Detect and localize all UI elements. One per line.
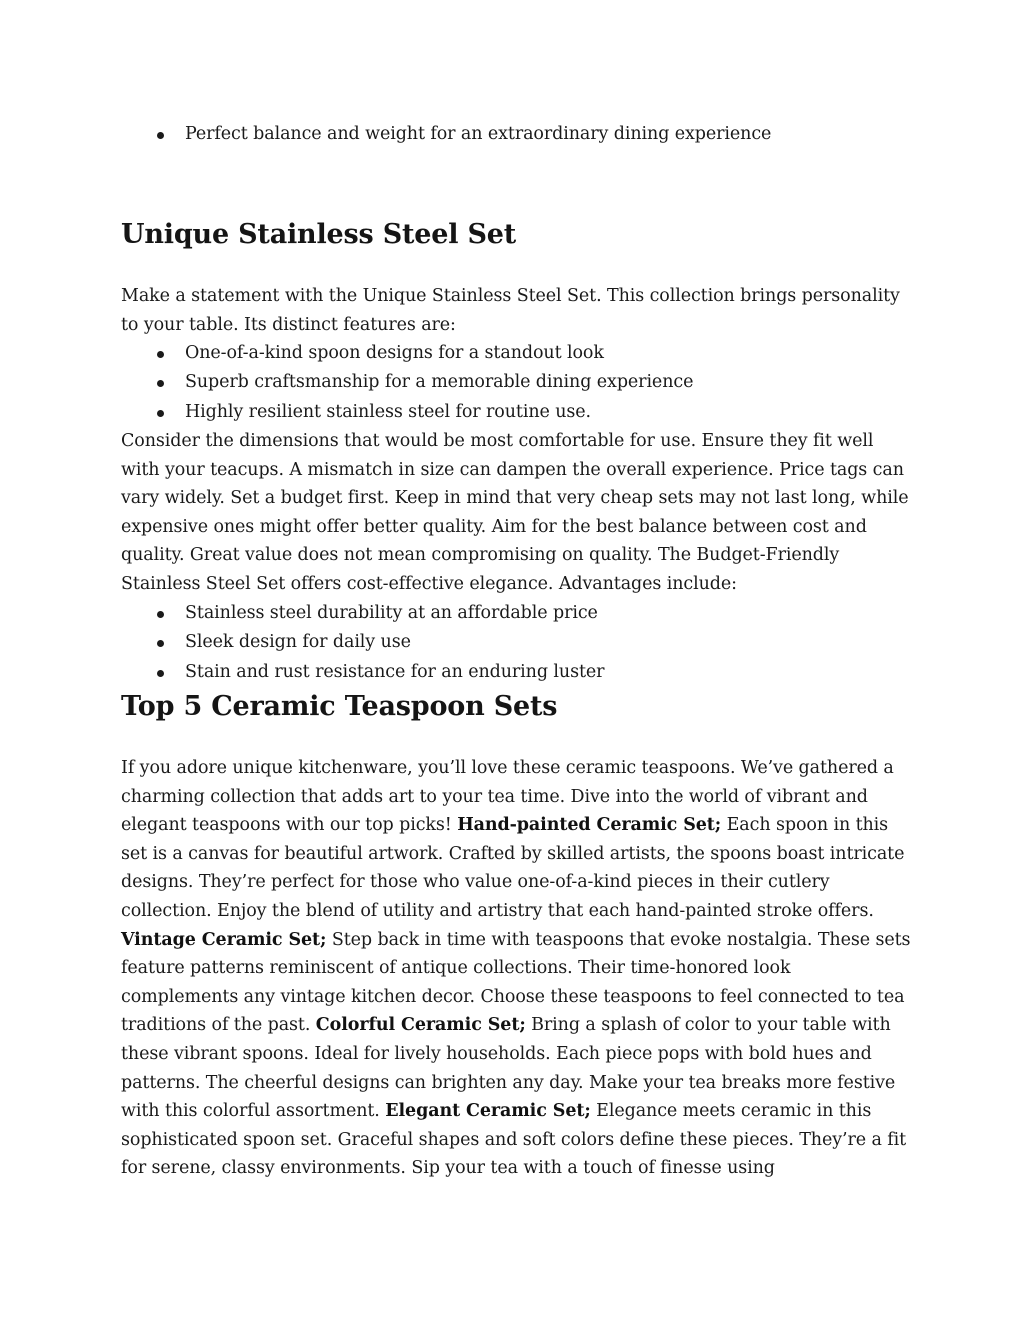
list-item: Stain and rust resistance for an enduring luster xyxy=(121,658,911,687)
section-heading-unique-stainless: Unique Stainless Steel Set xyxy=(121,219,517,250)
list-item: Sleek design for daily use xyxy=(121,628,911,657)
section2-paragraph: If you adore unique kitchenware, you’ll love these ceramic teaspoons. We’ve gathered a charming collection that adds art to your tea time. Dive into the world of vibrant and elegant teaspoons with our top picks! Hand-painted Ceramic Set; Each spoon in this set is a canvas for beautiful artwork. Crafted by skilled artists, the spoons boast intricate designs. They’re perfect for those who value one-of-a-kind pieces in their cutlery collection. Enjoy the blend of utility and artistry that each hand-painted stroke offers. Vintage Ceramic Set; Step back in time with teaspoons that evoke nostalgia. These sets feature patterns reminiscent of antique collections. Their time-honored look complements any vintage kitchen decor. Choose these teaspoons to feel connected to tea traditions of the past. Colorful Ceramic Set; Bring a splash of color to your table with these vibrant spoons. Ideal for lively households. Each piece pops with bold hues and patterns. The cheerful designs can brighten any day. Make your tea breaks more festive with this colorful assortment. Elegant Ceramic Set; Elegance meets ceramic in this sophisticated spoon set. Graceful shapes and soft colors define these pieces. They’re a fit for serene, classy environments. Sip your tea with a touch of finesse using xyxy=(121,758,911,1179)
list-item: Superb craftsmanship for a memorable dining experience xyxy=(121,368,911,397)
list-item: One-of-a-kind spoon designs for a standout look xyxy=(121,339,911,368)
section1-paragraph: Consider the dimensions that would be most comfortable for use. Ensure they fit well with your teacups. A mismatch in size can dampen the overall experience. Price tags can vary widely. Set a budget first. Keep in mind that very cheap sets may not last long, while expensive ones might offer better quality. Aim for the best balance between cost and quality. Great value does not mean compromising on quality. The Budget-Friendly Stainless Steel Set offers cost-effective elegance. Advantages include: xyxy=(121,431,909,594)
section1-advantages-list xyxy=(121,599,911,687)
bullet-icon xyxy=(157,670,164,677)
bullet-icon xyxy=(157,611,164,618)
bullet-icon xyxy=(157,410,164,417)
bullet-icon xyxy=(157,132,164,139)
section-heading-ceramic-teaspoons: Top 5 Ceramic Teaspoon Sets xyxy=(121,691,558,722)
item-title-elegant: Elegant Ceramic Set; xyxy=(385,1101,591,1122)
item-title-vintage: Vintage Ceramic Set; xyxy=(121,929,327,950)
item-title-hand-painted: Hand-painted Ceramic Set; xyxy=(457,815,722,836)
section1-intro: Make a statement with the Unique Stainless Steel Set. This collection brings personality to your table. Its distinct features are: xyxy=(121,286,900,335)
list-item: Stainless steel durability at an affordable price xyxy=(121,599,911,628)
bullet-icon xyxy=(157,351,164,358)
list-item: Highly resilient stainless steel for routine use. xyxy=(121,398,911,427)
item-title-colorful: Colorful Ceramic Set; xyxy=(315,1015,526,1036)
list-item: Perfect balance and weight for an extraordinary dining experience xyxy=(121,120,911,149)
section1-feature-list xyxy=(121,339,911,427)
top-bullet-list xyxy=(121,120,911,149)
bullet-icon xyxy=(157,380,164,387)
bullet-icon xyxy=(157,640,164,647)
